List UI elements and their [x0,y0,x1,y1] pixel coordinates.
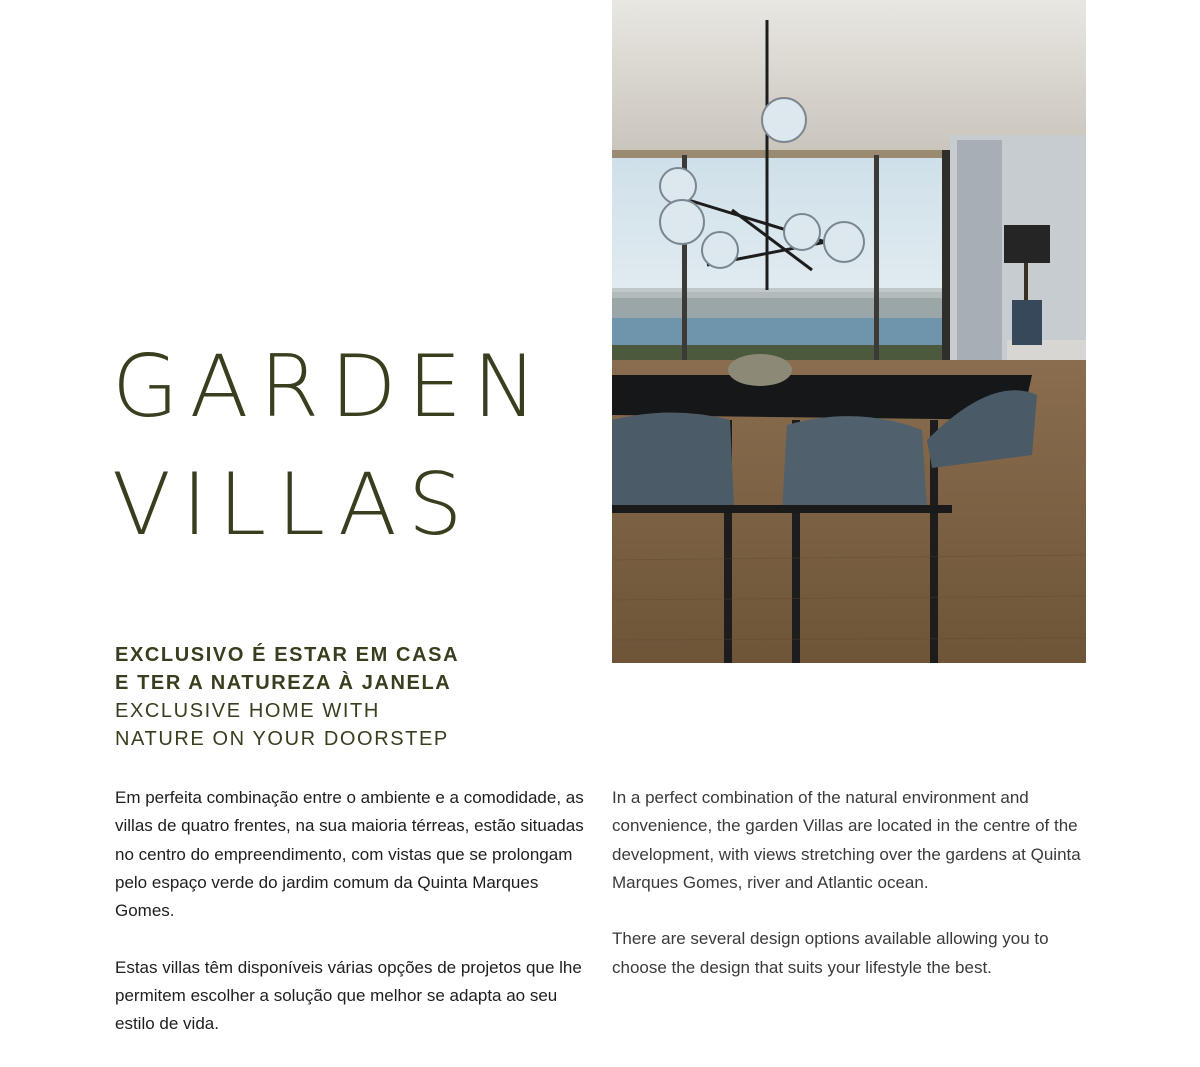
title-line-1: GARDEN [112,337,549,437]
portuguese-text-column [115,784,595,1067]
title-line-2: VILLAS [112,455,474,555]
subheading [115,641,575,753]
interior-photo [612,0,1086,663]
pt-paragraph-2: Estas villas têm disponíveis várias opções de projetos que lhe permitem escolher a solução que melhor se adapta ao seu estilo de vida. [115,957,582,1034]
subheading-en-line-1: EXCLUSIVE HOME WITH [115,700,380,722]
pt-paragraph-1: Em perfeita combinação entre o ambiente e a comodidade, as villas de quatro frentes, na sua maioria térreas, estão situadas no centro do empreendimento, com vistas que se prolongam pelo espaço verde do jardim comum da Quinta Marques Gomes. [115,788,584,921]
en-paragraph-2: There are several design options available allowing you to choose the design that suits your lifestyle the best. [612,929,1049,977]
subheading-pt-line-2: E TER A NATUREZA À JANELA [115,672,452,694]
subheading-en-line-2: NATURE ON YOUR DOORSTEP [115,728,449,750]
page-title [112,328,548,564]
english-text-column [612,784,1092,1010]
subheading-pt-line-1: EXCLUSIVO É ESTAR EM CASA [115,644,460,666]
en-paragraph-1: In a perfect combination of the natural environment and convenience, the garden Villas are located in the centre of the development, with views stretching over the gardens at Quinta Marques Gomes, river and Atlantic ocean. [612,788,1081,892]
